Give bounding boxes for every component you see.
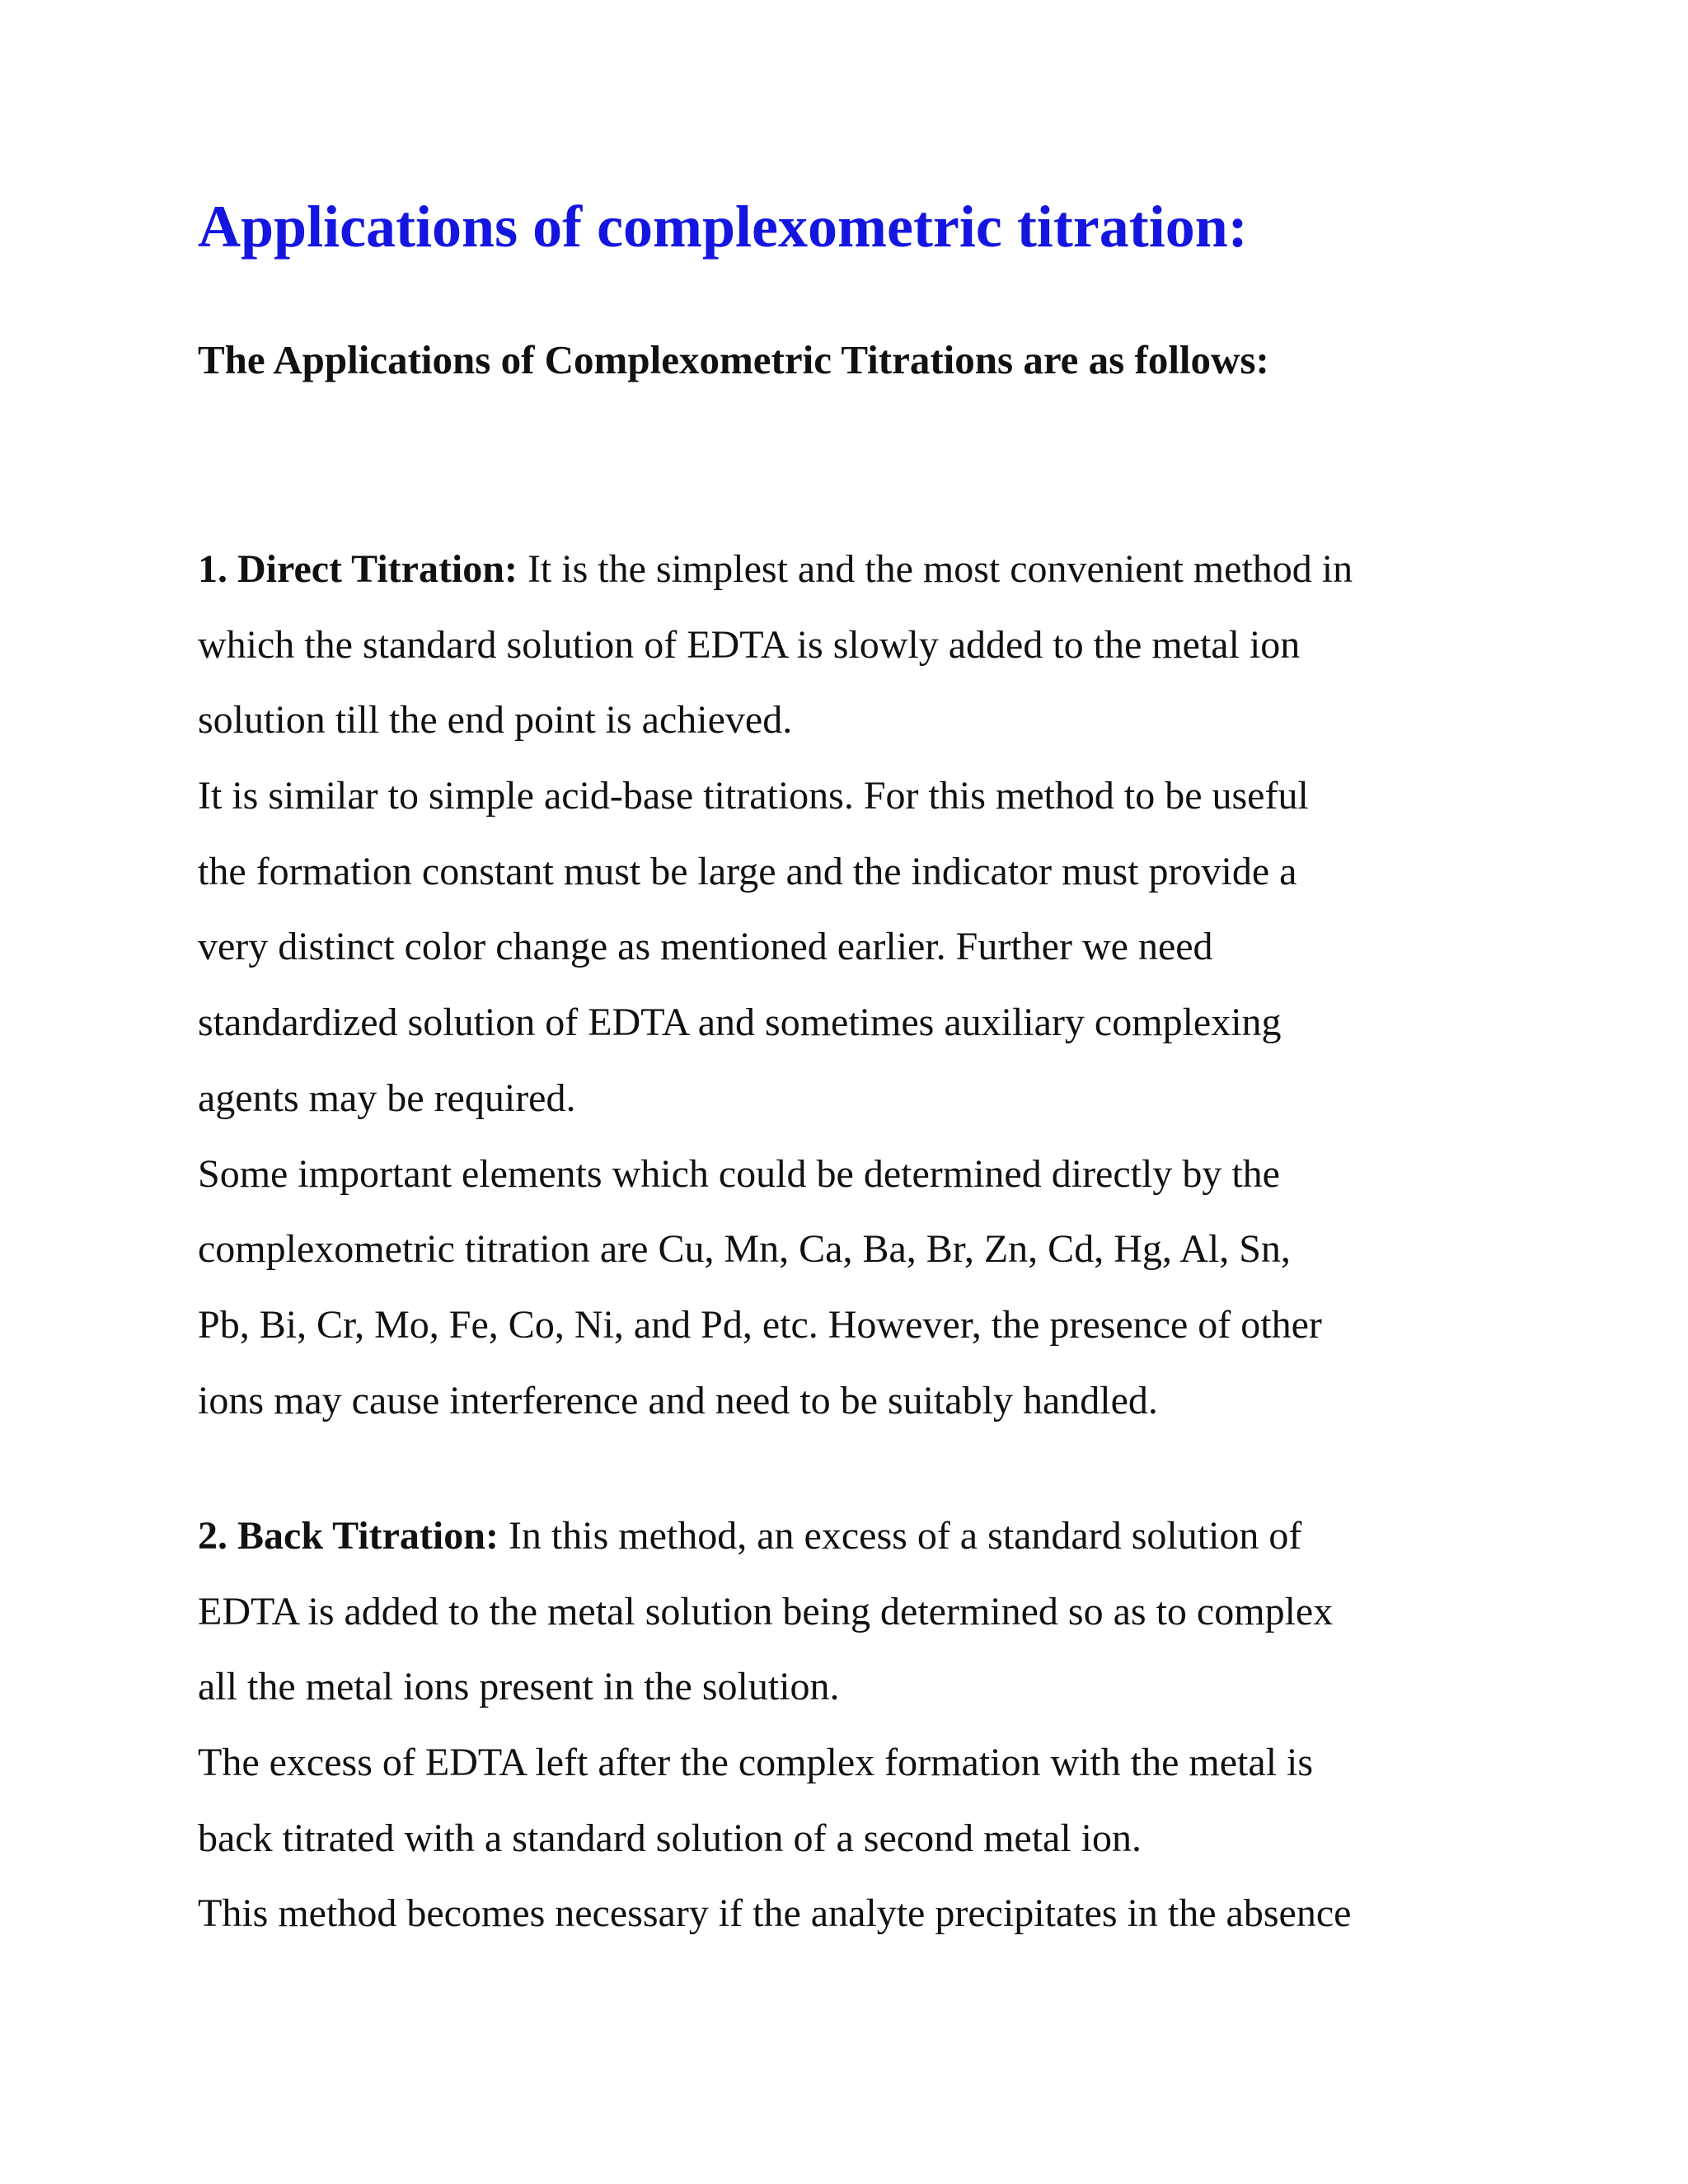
paragraph-line: back titrated with a standard solution of a second metal ion. bbox=[198, 1816, 1142, 1860]
paragraph-line: EDTA is added to the metal solution being determined so as to complex bbox=[198, 1589, 1334, 1633]
section-direct-titration bbox=[198, 532, 1550, 1438]
line-text: In this method, an excess of a standard solution of bbox=[498, 1514, 1302, 1558]
paragraph-line: which the standard solution of EDTA is slowly added to the metal ion bbox=[198, 622, 1301, 667]
paragraph-line: the formation constant must be large and the indicator must provide a bbox=[198, 849, 1297, 893]
paragraph-line: It is similar to simple acid-base titrations. For this method to be useful bbox=[198, 774, 1309, 818]
page-title: Applications of complexometric titration: bbox=[198, 194, 1248, 260]
paragraph-line: Some important elements which could be determined directly by the bbox=[198, 1151, 1280, 1196]
line-text: It is the simplest and the most convenient method in bbox=[517, 547, 1353, 591]
section-back-titration bbox=[198, 1498, 1550, 1952]
page-subtitle: The Applications of Complexometric Titrations are as follows: bbox=[198, 337, 1269, 382]
paragraph-line bbox=[198, 532, 1550, 607]
paragraph-line: Pb, Bi, Cr, Mo, Fe, Co, Ni, and Pd, etc. However, the presence of other bbox=[198, 1302, 1322, 1347]
paragraph-line: very distinct color change as mentioned earlier. Further we need bbox=[198, 925, 1213, 969]
paragraph-line bbox=[198, 1498, 1550, 1574]
paragraph-line: all the metal ions present in the solution. bbox=[198, 1665, 840, 1709]
paragraph-line: The excess of EDTA left after the complex formation with the metal is bbox=[198, 1741, 1314, 1785]
paragraph-line: agents may be required. bbox=[198, 1076, 576, 1120]
section-heading: 2. Back Titration: bbox=[198, 1514, 499, 1558]
paragraph-line: complexometric titration are Cu, Mn, Ca, Ba, Br, Zn, Cd, Hg, Al, Sn, bbox=[198, 1227, 1291, 1272]
paragraph-line: standardized solution of EDTA and sometimes auxiliary complexing bbox=[198, 1001, 1282, 1045]
paragraph-line: This method becomes necessary if the analyte precipitates in the absence bbox=[198, 1891, 1352, 1936]
paragraph-line: solution till the end point is achieved. bbox=[198, 698, 793, 743]
section-heading: 1. Direct Titration: bbox=[198, 547, 518, 591]
paragraph-line: ions may cause interference and need to be suitably handled. bbox=[198, 1378, 1158, 1422]
